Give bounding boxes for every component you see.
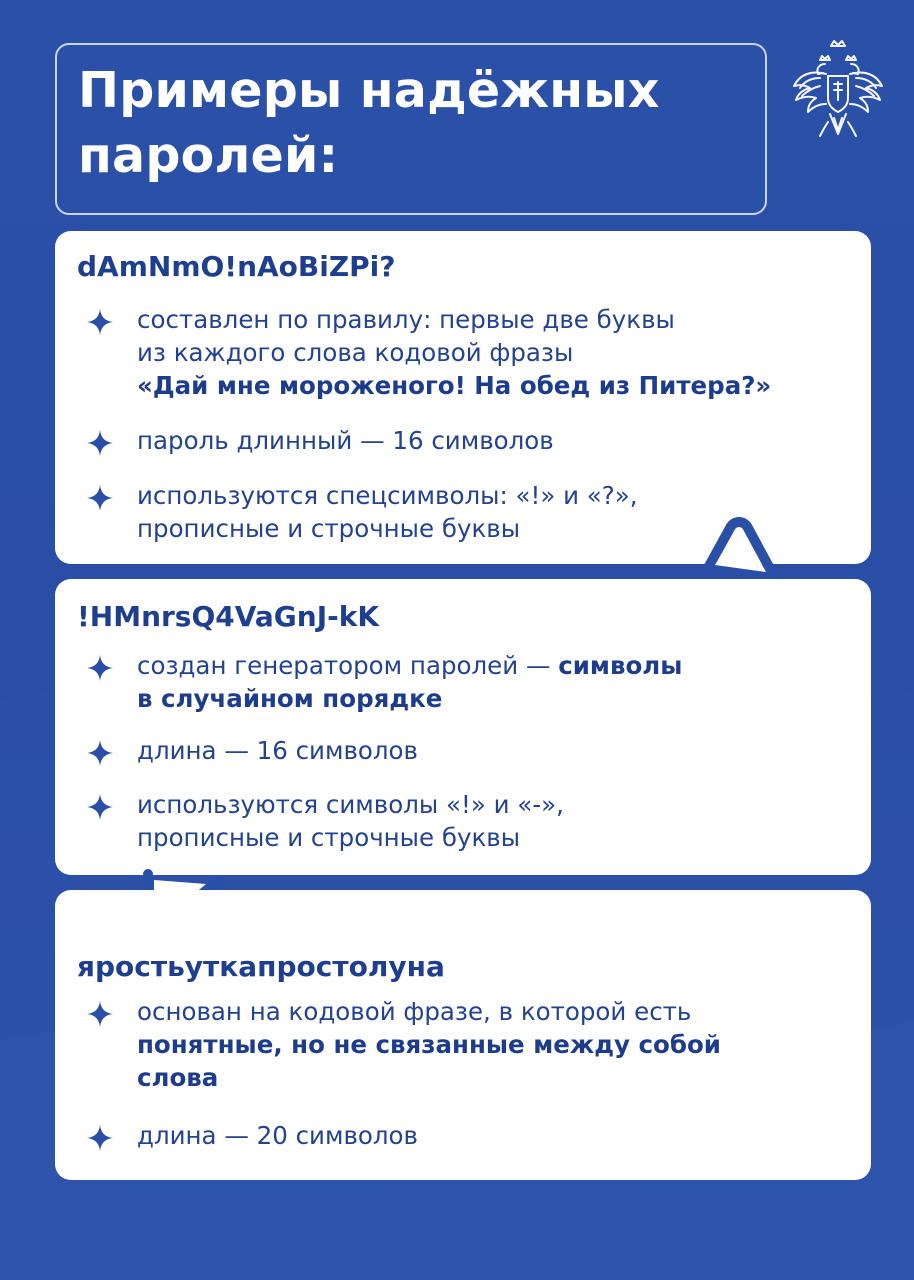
item-text-line: создан генератором паролей — [137,651,559,680]
four-point-star-icon [87,1125,113,1151]
four-point-star-icon [87,430,113,456]
password-example-1: dAmNmO!nAoBiZPi? [77,250,396,283]
item-text-bold: в случайном порядке [137,684,443,713]
password-example-card-2 [55,579,871,875]
list-item [83,424,855,457]
item-text-bold: слова [137,1063,219,1092]
password-example-3: яростьуткапростолуна [77,950,445,983]
item-text-bold: «Дай мне мороженого! На обед из Питера?» [137,371,772,400]
item-text-line: пароль длинный — 16 символов [137,426,554,455]
item-text-line: прописные и строчные буквы [137,823,521,852]
list-item [83,995,855,1094]
four-point-star-icon [87,1001,113,1027]
four-point-star-icon [87,655,113,681]
four-point-star-icon [87,794,113,820]
list-item [83,1119,855,1152]
four-point-star-icon [87,309,113,335]
list-item [83,734,855,767]
item-text-line: длина — 20 символов [137,1121,418,1150]
item-text-line: из каждого слова кодовой фразы [137,338,574,367]
item-text-line: используются символы «!» и «-», [137,790,564,819]
list-item [83,303,855,402]
list-item [83,649,855,715]
four-point-star-icon [87,485,113,511]
item-text-line: составлен по правилу: первые две буквы [137,305,675,334]
page-title-line-1: Примеры надёжных [78,62,660,119]
password-example-2: !HMnrsQ4VaGnJ-kK [77,600,380,633]
item-text-line: используются спецсимволы: «!» и «?», [137,481,638,510]
page-title [78,58,758,188]
page-title-line-2: паролей: [78,127,339,184]
list-item [83,788,855,854]
item-text-line: длина — 16 символов [137,736,418,765]
four-point-star-icon [87,740,113,766]
item-text-line: основан на кодовой фразе, в которой есть [137,997,692,1026]
item-text-line: прописные и строчные буквы [137,514,521,543]
item-text-bold: символы [558,651,683,680]
item-text-bold: понятные, но не связанные между собой [137,1030,721,1059]
double-headed-eagle-emblem-icon [790,38,886,142]
password-example-card-3 [55,890,871,1180]
